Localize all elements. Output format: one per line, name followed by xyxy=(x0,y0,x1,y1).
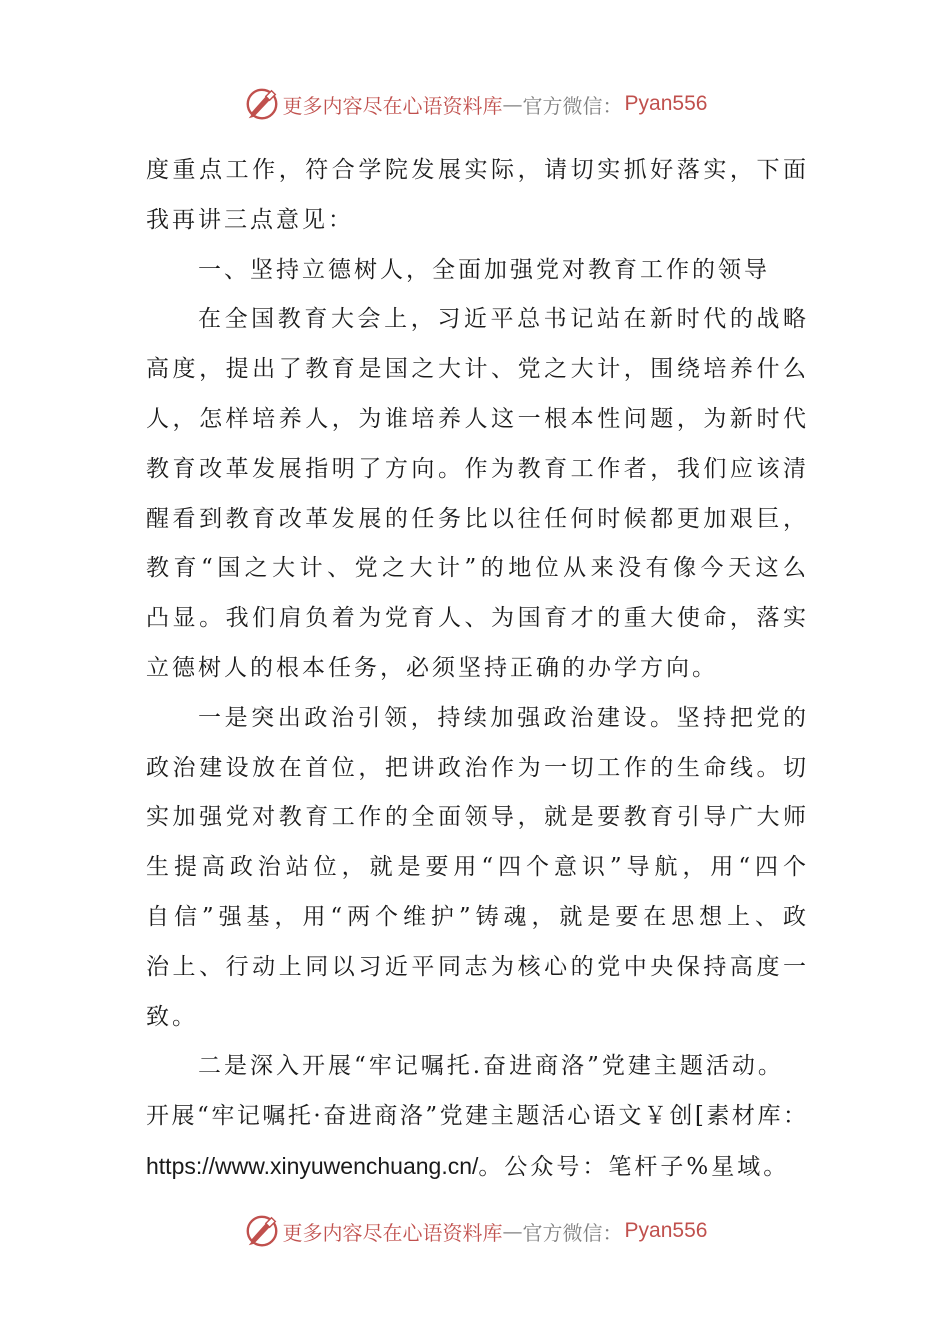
text-line: 一是突出政治引领，持续加强政治建设。坚持把党的 xyxy=(198,704,806,731)
document-body xyxy=(146,146,806,1192)
text-line: 开展“牢记嘱托·奋进商洛”党建主题活心语文￥创[素材库： xyxy=(146,1103,806,1130)
banner-title: 更多内容尽在心语资料库 xyxy=(282,93,503,118)
text-line: 人，怎样培养人，为谁培养人这一根本性问题，为新时代 xyxy=(146,405,806,432)
text-line: 教育“国之大计、党之大计”的地位从来没有像今天这么 xyxy=(146,555,806,582)
text-line: 在全国教育大会上，习近平总书记站在新时代的战略 xyxy=(198,306,806,333)
text-line: 自信”强基，用“两个维护”铸魂，就是要在思想上、政 xyxy=(146,903,806,930)
text-line: 凸显。我们肩负着为党育人、为国育才的重大使命，落实 xyxy=(146,605,806,632)
text-line: 生提高政治站位，就是要用“四个意识”导航，用“四个 xyxy=(146,854,806,881)
text-line-last xyxy=(146,1142,806,1192)
text-line: 我再讲三点意见： xyxy=(146,206,354,233)
text-line-tail: 。公众号：笔杆子%星域。 xyxy=(478,1153,790,1180)
text-line: 高度，提出了教育是国之大计、党之大计，围绕培养什么 xyxy=(146,356,806,383)
pen-logo-icon xyxy=(243,85,281,123)
banner-wechat-id: Pyan556 xyxy=(624,1219,708,1242)
banner-wechat-id: Pyan556 xyxy=(624,92,708,115)
text-line: 致。 xyxy=(146,1003,198,1030)
banner-dash: — xyxy=(502,1219,523,1243)
text-line: 政治建设放在首位，把讲政治作为一切工作的生命线。切 xyxy=(146,754,806,781)
text-line: 实加强党对教育工作的全面领导，就是要教育引导广大师 xyxy=(146,804,806,831)
banner-official-label: 官方微信： xyxy=(522,1220,623,1245)
footer-banner xyxy=(0,1211,950,1251)
header-banner xyxy=(0,84,950,124)
text-line: 治上、行动上同以习近平同志为核心的党中央保持高度一 xyxy=(146,953,806,980)
banner-official-label: 官方微信： xyxy=(522,93,623,118)
banner-dash: — xyxy=(502,92,523,116)
text-line: 度重点工作，符合学院发展实际，请切实抓好落实，下面 xyxy=(146,157,806,183)
text-line: 二是深入开展“牢记嘱托.奋进商洛”党建主题活动。 xyxy=(198,1053,784,1080)
source-url[interactable]: https://www.xinyuwenchuang.cn/ xyxy=(146,1152,479,1179)
text-line: 教育改革发展指明了方向。作为教育工作者，我们应该清 xyxy=(146,455,806,482)
text-line: 醒看到教育改革发展的任务比以往任何时候都更加艰巨， xyxy=(146,505,806,532)
pen-logo-icon xyxy=(243,1212,281,1250)
section-heading: 一、坚持立德树人，全面加强党对教育工作的领导 xyxy=(198,256,770,283)
banner-title: 更多内容尽在心语资料库 xyxy=(282,1220,503,1245)
text-line: 立德树人的根本任务，必须坚持正确的办学方向。 xyxy=(146,654,718,681)
